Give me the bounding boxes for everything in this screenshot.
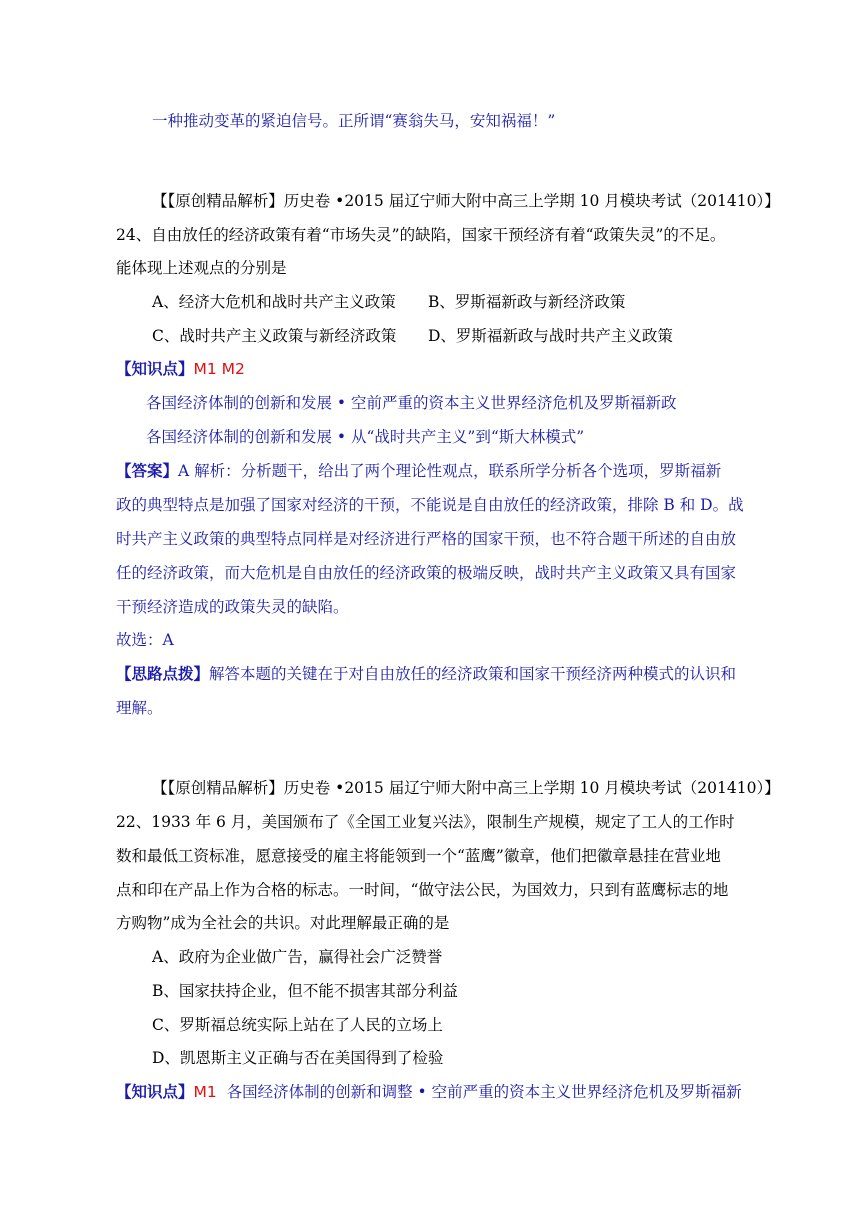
q24-knowledge-point-1: 各国经济体制的创新和发展 • 空前严重的资本主义世界经济危机及罗斯福新政 — [146, 394, 677, 412]
q22-stem-line-1: 22、1933 年 6 月，美国颁布了《全国工业复兴法》，限制生产规模，规定了工人的工作时 — [116, 813, 735, 831]
q22-stem-line-4: 方购物”成为全社会的共识。对此理解最正确的是 — [116, 914, 450, 932]
q22-stem-line-2: 数和最低工资标准，愿意接受的雇主将能领到一个“蓝鹰”徽章，他们把徽章悬挂在营业地 — [116, 847, 721, 865]
q24-option-b: B、罗斯福新政与新经济政策 — [428, 293, 626, 311]
q24-answer-line-1 — [116, 460, 721, 482]
q24-option-d: D、罗斯福新政与战时共产主义政策 — [428, 327, 673, 345]
knowledge-point-codes: M1 M2 — [193, 360, 245, 378]
q24-option-a: A、经济大危机和战时共产主义政策 — [152, 293, 396, 311]
q22-option-b: B、国家扶持企业，但不能不损害其部分利益 — [152, 982, 458, 1000]
knowledge-point-label: 【知识点】 — [116, 1082, 194, 1101]
q24-tip-line-1 — [116, 663, 736, 685]
q24-choice: 故选：A — [116, 631, 174, 649]
knowledge-point-code: M1 — [193, 1083, 217, 1101]
q24-source-header: 【【原创精品解析】历史卷 •2015 届辽宁师大附中高三上学期 10 月模块考试（201410）】 — [152, 192, 780, 210]
q24-answer-line-3: 时共产主义政策的典型特点同样是对经济进行严格的国家干预，也不符合题干所述的自由放 — [116, 530, 737, 548]
previous-analysis-tail: 一种推动变革的紧迫信号。正所谓“赛翁失马，安知祸福！” — [152, 112, 556, 130]
answer-label: 【答案】 — [116, 461, 179, 480]
q22-source-header: 【【原创精品解析】历史卷 •2015 届辽宁师大附中高三上学期 10 月模块考试（201410）】 — [152, 779, 780, 797]
tip-label: 【思路点拨】 — [116, 664, 210, 683]
q24-answer-line-2: 政的典型特点是加强了国家对经济的干预，不能说是自由放任的经济政策，排除 B 和 D。战 — [116, 496, 744, 514]
q24-tip-line-2: 理解。 — [116, 699, 163, 717]
tip-text: 解答本题的关键在于对自由放任的经济政策和国家干预经济两种模式的认识和 — [209, 665, 737, 683]
q22-stem-line-3: 点和印在产品上作为合格的标志。一时间，“做守法公民，为国效力，只到有蓝鹰标志的地 — [116, 881, 729, 899]
q24-answer-line-4: 任的经济政策，而大危机是自由放任的经济政策的极端反映，战时共产主义政策又具有国家 — [116, 564, 737, 582]
answer-text: A 解析：分析题干，给出了两个理论性观点，联系所学分析各个选项，罗斯福新 — [178, 462, 722, 480]
q24-answer-line-5: 干预经济造成的政策失灵的缺陷。 — [116, 598, 349, 616]
q22-knowledge-point — [116, 1081, 742, 1103]
q22-option-a: A、政府为企业做广告，赢得社会广泛赞誉 — [152, 948, 443, 966]
q22-option-c: C、罗斯福总统实际上站在了人民的立场上 — [152, 1016, 443, 1034]
q24-stem-line-2: 能体现上述观点的分别是 — [116, 259, 287, 277]
knowledge-point-text: 各国经济体制的创新和调整 • 空前严重的资本主义世界经济危机及罗斯福新 — [226, 1083, 742, 1101]
q24-stem-line-1: 24、自由放任的经济政策有着“市场失灵”的缺陷，国家干预经济有着“政策失灵”的不足。 — [116, 226, 726, 244]
q24-knowledge-point — [116, 358, 245, 380]
q24-knowledge-point-2: 各国经济体制的创新和发展 • 从“战时共产主义”到“斯大林模式” — [146, 428, 585, 446]
q22-option-d: D、凯恩斯主义正确与否在美国得到了检验 — [152, 1049, 444, 1067]
knowledge-point-label: 【知识点】 — [116, 359, 194, 378]
q24-option-c: C、战时共产主义政策与新经济政策 — [152, 327, 397, 345]
